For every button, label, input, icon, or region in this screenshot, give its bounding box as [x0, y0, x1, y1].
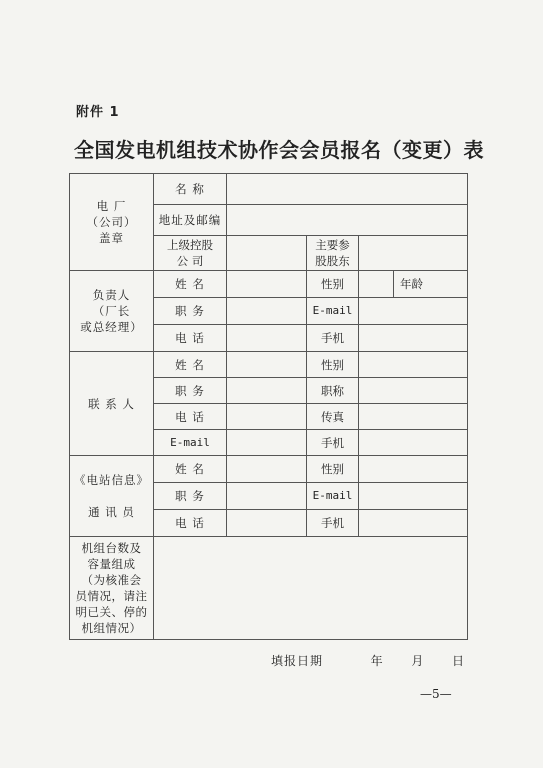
correspondent-mobile-field[interactable]: [359, 510, 468, 537]
responsible-age-label: 年龄: [400, 277, 423, 291]
responsible-phone-field[interactable]: [227, 325, 307, 352]
units-label-line-1: 机组台数及: [81, 541, 142, 555]
correspondent-phone-field[interactable]: [227, 510, 307, 537]
correspondent-position-field[interactable]: [227, 483, 307, 510]
responsible-label-line-2: （厂长: [92, 304, 131, 318]
plant-address-field[interactable]: [227, 205, 468, 236]
plant-section-label: [70, 174, 154, 271]
registration-form-table: [69, 173, 468, 640]
contact-fax-field[interactable]: [359, 404, 468, 430]
units-label-line-5: 明已关、停的: [75, 605, 148, 619]
plant-label-line-2: （公司）: [86, 215, 137, 229]
page-number: —5—: [420, 687, 452, 701]
contact-title-field[interactable]: [359, 378, 468, 404]
contact-name-row: [70, 352, 468, 378]
responsible-phone-label: 电 话: [154, 325, 227, 352]
units-label-line-2: 容量组成: [87, 557, 136, 571]
contact-phone-label: 电 话: [154, 404, 227, 430]
contact-fax-label: 传真: [307, 404, 359, 430]
contact-email-label: E-mail: [154, 430, 227, 456]
responsible-gender-label: 性别: [307, 271, 359, 298]
responsible-name-row: [70, 271, 468, 298]
contact-phone-field[interactable]: [227, 404, 307, 430]
shareholder-label: [307, 236, 359, 271]
correspondent-gender-field[interactable]: [359, 456, 468, 483]
responsible-name-label: 姓 名: [154, 271, 227, 298]
contact-name-field[interactable]: [227, 352, 307, 378]
contact-position-label: 职 务: [154, 378, 227, 404]
responsible-age-cell: [394, 271, 468, 298]
shareholder-field[interactable]: [359, 236, 468, 271]
contact-title-label: 职称: [307, 378, 359, 404]
units-label-line-6: 机组情况）: [81, 621, 142, 635]
plant-name-label: 名 称: [154, 174, 227, 205]
responsible-mobile-field[interactable]: [359, 325, 468, 352]
contact-position-field[interactable]: [227, 378, 307, 404]
correspondent-email-label: E-mail: [307, 483, 359, 510]
contact-gender-field[interactable]: [359, 352, 468, 378]
responsible-mobile-label: 手机: [307, 325, 359, 352]
responsible-email-field[interactable]: [359, 298, 468, 325]
parent-company-field[interactable]: [227, 236, 307, 271]
correspondent-name-row: [70, 456, 468, 483]
contact-email-field[interactable]: [227, 430, 307, 456]
attachment-label: 附件 1: [76, 105, 120, 120]
fill-date-line: [271, 652, 465, 669]
responsible-position-field[interactable]: [227, 298, 307, 325]
contact-mobile-label: 手机: [307, 430, 359, 456]
correspondent-email-field[interactable]: [359, 483, 468, 510]
correspondent-section-label: [70, 456, 154, 537]
correspondent-name-label: 姓 名: [154, 456, 227, 483]
contact-name-label: 姓 名: [154, 352, 227, 378]
responsible-label-line-3: 或总经理）: [80, 320, 143, 334]
plant-address-label: 地址及邮编: [154, 205, 227, 236]
responsible-section-label: [70, 271, 154, 352]
correspondent-position-label: 职 务: [154, 483, 227, 510]
responsible-email-label: E-mail: [307, 298, 359, 325]
responsible-gender-field[interactable]: [359, 271, 394, 298]
parent-label-line-2: 公 司: [176, 254, 204, 268]
parent-label-line-1: 上级控股: [167, 238, 213, 252]
correspondent-label-spacer: [72, 488, 151, 504]
units-section-label: [70, 537, 154, 640]
parent-company-label: [154, 236, 227, 271]
units-label-line-3: （为核准会: [81, 573, 142, 587]
fill-date-day: 日: [452, 654, 466, 668]
correspondent-name-field[interactable]: [227, 456, 307, 483]
fill-date-month: 月: [411, 654, 425, 668]
responsible-name-field[interactable]: [227, 271, 307, 298]
page-title: 全国发电机组技术协作会会员报名（变更）表: [74, 138, 484, 162]
plant-name-field[interactable]: [227, 174, 468, 205]
plant-label-line-3: 盖章: [99, 231, 124, 245]
contact-gender-label: 性别: [307, 352, 359, 378]
units-field[interactable]: [154, 537, 468, 640]
units-row: [70, 537, 468, 640]
fill-date-label: 填报日期: [271, 654, 324, 668]
plant-label-line-1: 电 厂: [96, 199, 127, 213]
correspondent-label-line-2: 通 讯 员: [88, 505, 135, 519]
correspondent-gender-label: 性别: [307, 456, 359, 483]
contact-section-label: 联 系 人: [70, 352, 154, 456]
units-label-line-4: 员情况，请注: [75, 589, 148, 603]
correspondent-mobile-label: 手机: [307, 510, 359, 537]
responsible-label-line-1: 负责人: [92, 288, 131, 302]
correspondent-label-line-1: 《电站信息》: [74, 473, 149, 487]
responsible-position-label: 职 务: [154, 298, 227, 325]
shareholder-label-line-1: 主要参: [315, 238, 350, 252]
shareholder-label-line-2: 股股东: [315, 254, 350, 268]
correspondent-phone-label: 电 话: [154, 510, 227, 537]
plant-name-row: [70, 174, 468, 205]
contact-mobile-field[interactable]: [359, 430, 468, 456]
fill-date-year: 年: [370, 654, 384, 668]
